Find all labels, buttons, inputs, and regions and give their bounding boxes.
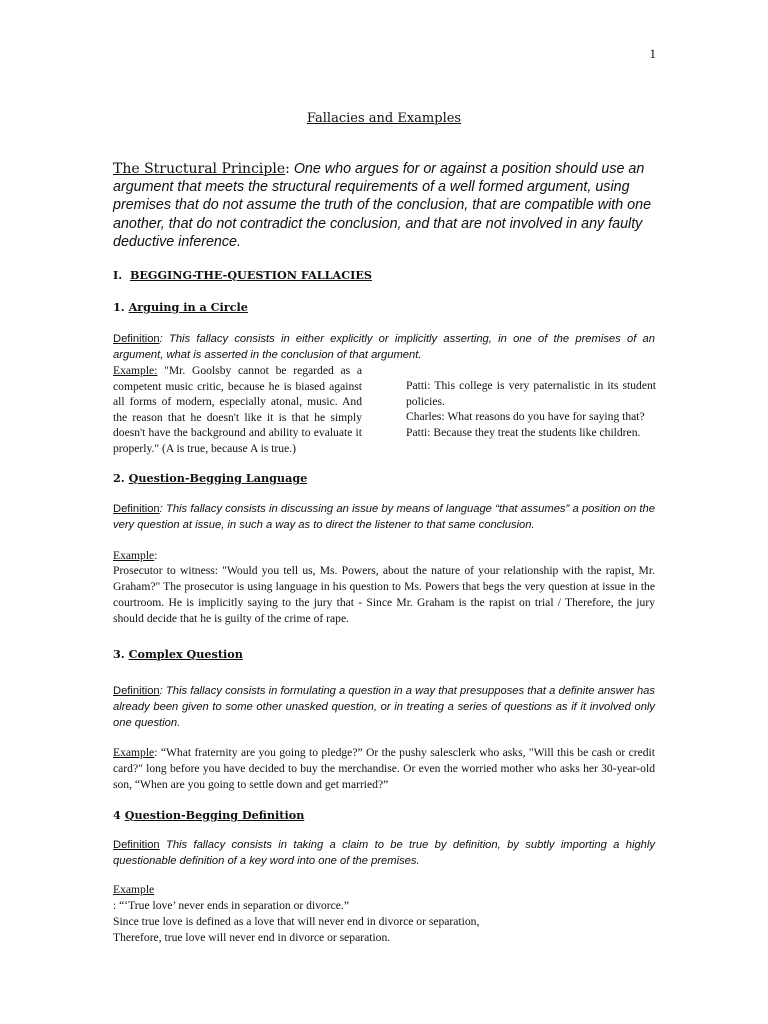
fallacy-name: Complex Question: [128, 647, 243, 661]
definition-text: : This fallacy consists in formulating a question in a way that presupposes that a definite answer has already been given to some other unasked question, or in treating a series of questions as if it involved only one question.: [113, 685, 655, 729]
definition-text: This fallacy consists in taking a claim to be true by definition, by subtly importing a highly questionable definition of a key word into one of the premises.: [113, 839, 655, 867]
section-number: I.: [113, 268, 123, 282]
example-left-column: [113, 363, 362, 456]
structural-principle: [113, 160, 658, 251]
fallacy-definition-1: [113, 331, 655, 363]
example-line: Since true love is defined as a love that will never end in divorce or separation,: [113, 915, 480, 928]
fallacy-name: Arguing in a Circle: [128, 300, 248, 314]
fallacy-name: Question-Begging Language: [128, 471, 308, 485]
principle-body: One who argues for or against a position should use an argument that meets the structural requirements of a well formed argument, using premises that do not assume the truth of the conclusion, that are compatible with one another, that do not contradict the conclusion, and that are not involved in any faulty deductive inference.: [113, 161, 652, 250]
example-label: Example: [113, 883, 155, 896]
example-text: "Mr. Goolsby cannot be regarded as a competent music critic, because he is biased against all forms of modern, especially atonal, music. And the reason that he doesn't like it is that he simply doesn't have the background and ability to evaluate it properly." (A is true, because A is true.): [113, 364, 362, 455]
fallacy-heading-3: [113, 647, 243, 661]
definition-label: Definition: [113, 685, 160, 697]
example-right-column: [406, 378, 656, 440]
example-line: [113, 882, 655, 914]
page-number: 1: [649, 46, 656, 61]
example-label: Example:: [113, 364, 158, 377]
fallacy-number: 2.: [113, 471, 125, 485]
example-line-text: : “‘True love’ never ends in separation or divorce.”: [113, 899, 349, 912]
definition-label: Definition: [113, 333, 160, 345]
definition-text: : This fallacy consists in either explicitly or implicitly asserting, in one of the premises of an argument, what is asserted in the conclusion of that argument.: [113, 333, 655, 361]
example-3: [113, 745, 655, 793]
fallacy-definition-4: [113, 837, 655, 869]
fallacy-number: 3.: [113, 647, 125, 661]
example-heading-2: [113, 548, 655, 564]
example-colon: :: [154, 549, 158, 562]
section-heading: [113, 268, 372, 282]
principle-colon: :: [285, 161, 290, 177]
example-text-2: Prosecutor to witness: "Would you tell us, Ms. Powers, about the nature of your relationship with the rapist, Mr. Graham?" The prosecutor is using language in his question to Ms. Powers that begs the very question at issue in the courtroom. He is implicitly saying to the jury that - Since Mr. Graham is the rapist on trial / Therefore, the jury should decide that he is guilty of the crime of rape.: [113, 564, 655, 625]
fallacy-heading-4: [113, 808, 304, 822]
definition-label: Definition: [113, 839, 160, 851]
fallacy-number: 1.: [113, 300, 125, 314]
example-text: : “What fraternity are you going to pledge?” Or the pushy salesclerk who asks, "Will this be cash or credit card?" long before you have decided to buy the merchandise. Or even the worried mother who asks her 30-year-old son, “When are you going to settle down and get married?”: [113, 746, 655, 791]
section-title: BEGGING-THE-QUESTION FALLACIES: [129, 268, 372, 282]
fallacy-definition-2: [113, 501, 655, 533]
fallacy-heading-2: [113, 471, 307, 485]
fallacy-heading-1: [113, 300, 248, 314]
example-4: [113, 882, 655, 946]
example-label: Example: [113, 549, 155, 562]
dialogue-line: Charles: What reasons do you have for saying that?: [406, 410, 645, 423]
principle-label: The Structural Principle: [113, 161, 286, 177]
example-label: Example: [113, 746, 155, 759]
fallacy-definition-3: [113, 683, 655, 731]
example-line: Therefore, true love will never end in divorce or separation.: [113, 931, 391, 944]
document-title: Fallacies and Examples: [306, 111, 462, 126]
fallacy-name: Question-Begging Definition: [124, 808, 305, 822]
definition-text: : This fallacy consists in discussing an issue by means of language “that assumes” a position on the very question at issue, in such a way as to direct the listener to that same conclusion.: [113, 503, 655, 531]
fallacy-number: 4: [113, 808, 121, 822]
dialogue-line: Patti: Because they treat the students like children.: [406, 425, 641, 439]
dialogue-line: Patti: This college is very paternalistic in its student policies.: [406, 379, 656, 408]
definition-label: Definition: [113, 503, 160, 515]
